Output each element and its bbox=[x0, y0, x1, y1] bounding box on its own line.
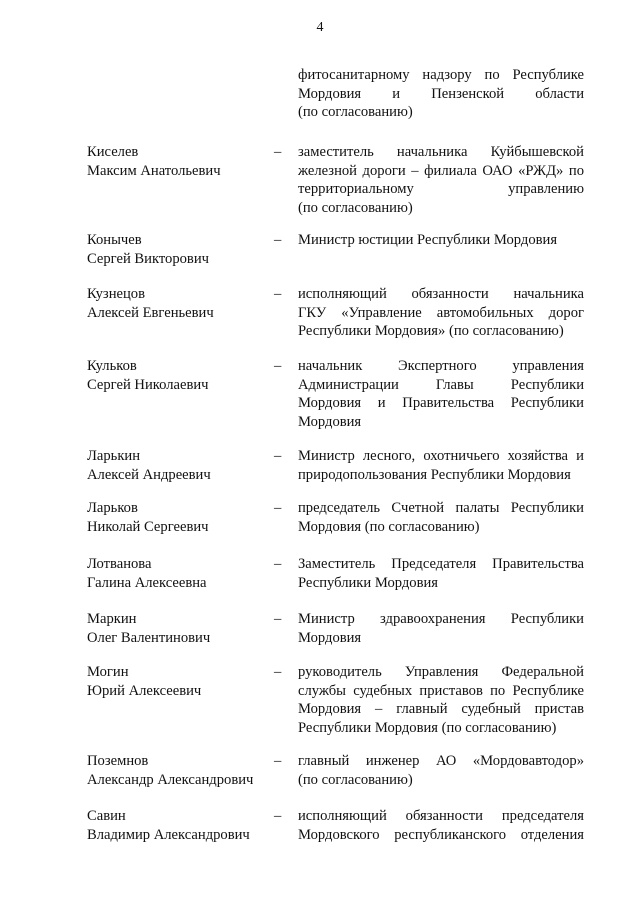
position-line: главный инженер АО «Мордовавтодор» bbox=[298, 753, 584, 769]
position-line: Республики Мордовия» (по согласованию) bbox=[298, 323, 564, 339]
position-line: железной дороги – филиала ОАО «РЖД» по bbox=[298, 162, 584, 179]
position-line: территориальному управлению bbox=[298, 181, 584, 197]
dash-separator: – bbox=[274, 358, 282, 374]
member-given-name: Владимир Александрович bbox=[87, 826, 250, 843]
position-line: (по согласованию) bbox=[298, 771, 413, 788]
member-name bbox=[87, 807, 277, 844]
member-position bbox=[298, 143, 584, 217]
member-name bbox=[87, 143, 277, 180]
member-position bbox=[298, 663, 584, 737]
member-surname: Кульков bbox=[87, 358, 137, 374]
position-line: Администрации Главы Республики bbox=[298, 376, 584, 393]
member-position bbox=[298, 555, 584, 592]
member-given-name: Юрий Алексеевич bbox=[87, 682, 202, 699]
member-surname: Ларькин bbox=[87, 448, 141, 464]
dash-separator: – bbox=[274, 808, 282, 824]
member-surname: Конычев bbox=[87, 232, 142, 248]
position-line: председатель Счетной палаты Республики bbox=[298, 500, 584, 516]
position-line: Мордовия (по согласованию) bbox=[298, 518, 480, 535]
position-line: природопользования Республики Мордовия bbox=[298, 466, 571, 483]
position-line: Министр лесного, охотничьего хозяйства и bbox=[298, 448, 584, 464]
position-line: руководитель Управления Федеральной bbox=[298, 664, 584, 680]
member-surname: Савин bbox=[87, 808, 126, 824]
position-line: Мордовского республиканского отделения bbox=[298, 826, 584, 843]
position-line: исполняющий обязанности председателя bbox=[298, 808, 584, 824]
member-name bbox=[87, 231, 277, 268]
dash-separator: – bbox=[274, 664, 282, 680]
dash-separator: – bbox=[274, 611, 282, 627]
member-surname: Ларьков bbox=[87, 500, 138, 516]
position-line: службы судебных приставов по Республике bbox=[298, 682, 584, 699]
continuation-line: фитосанитарному надзору по Республике bbox=[298, 67, 584, 83]
position-line: (по согласованию) bbox=[298, 199, 413, 216]
member-name bbox=[87, 752, 277, 789]
member-position bbox=[298, 285, 584, 341]
member-name bbox=[87, 447, 277, 484]
position-line: Мордовия – главный судебный пристав bbox=[298, 701, 584, 717]
member-surname: Поземнов bbox=[87, 753, 149, 769]
member-position bbox=[298, 447, 584, 484]
member-name bbox=[87, 663, 277, 700]
position-line: Республики Мордовия (по согласованию) bbox=[298, 719, 557, 736]
position-line: ГКУ «Управление автомобильных дорог bbox=[298, 304, 584, 321]
position-line: Мордовия и Правительства Республики bbox=[298, 395, 584, 411]
member-surname: Кузнецов bbox=[87, 286, 145, 302]
member-surname: Могин bbox=[87, 664, 129, 680]
member-name bbox=[87, 357, 277, 394]
member-given-name: Олег Валентинович bbox=[87, 629, 211, 646]
member-given-name: Алексей Андреевич bbox=[87, 466, 211, 483]
member-given-name: Алексей Евгеньевич bbox=[87, 304, 214, 321]
dash-separator: – bbox=[274, 448, 282, 464]
member-position bbox=[298, 610, 584, 647]
position-line: Республики Мордовия bbox=[298, 574, 439, 591]
member-position bbox=[298, 752, 584, 789]
member-position bbox=[298, 231, 584, 250]
member-given-name: Сергей Николаевич bbox=[87, 376, 209, 393]
continuation-line: Мордовия и Пензенской области bbox=[298, 85, 584, 102]
member-given-name: Сергей Викторович bbox=[87, 250, 209, 267]
member-name bbox=[87, 555, 277, 592]
continuation-text bbox=[298, 66, 584, 122]
position-line: Министр здравоохранения Республики bbox=[298, 611, 584, 627]
dash-separator: – bbox=[274, 556, 282, 572]
member-name bbox=[87, 610, 277, 647]
position-line: исполняющий обязанности начальника bbox=[298, 286, 584, 302]
position-line: Мордовия bbox=[298, 629, 362, 646]
member-surname: Киселев bbox=[87, 144, 139, 160]
position-line: заместитель начальника Куйбышевской bbox=[298, 144, 584, 160]
member-position bbox=[298, 499, 584, 536]
member-name bbox=[87, 285, 277, 322]
dash-separator: – bbox=[274, 232, 282, 248]
dash-separator: – bbox=[274, 144, 282, 160]
member-given-name: Галина Алексеевна bbox=[87, 574, 207, 591]
position-line: начальник Экспертного управления bbox=[298, 358, 584, 374]
member-given-name: Николай Сергеевич bbox=[87, 518, 209, 535]
member-position bbox=[298, 357, 584, 431]
member-surname: Лотванова bbox=[87, 556, 152, 572]
member-name bbox=[87, 499, 277, 536]
dash-separator: – bbox=[274, 500, 282, 516]
dash-separator: – bbox=[274, 286, 282, 302]
member-position bbox=[298, 807, 584, 844]
member-given-name: Александр Александрович bbox=[87, 771, 254, 788]
member-surname: Маркин bbox=[87, 611, 137, 627]
page-number: 4 bbox=[316, 20, 324, 35]
position-line: Заместитель Председателя Правительства bbox=[298, 556, 584, 572]
dash-separator: – bbox=[274, 753, 282, 769]
position-line: Мордовия bbox=[298, 413, 362, 430]
continuation-line: (по согласованию) bbox=[298, 104, 413, 120]
member-given-name: Максим Анатольевич bbox=[87, 162, 221, 179]
position-line: Министр юстиции Республики Мордовия bbox=[298, 232, 558, 248]
